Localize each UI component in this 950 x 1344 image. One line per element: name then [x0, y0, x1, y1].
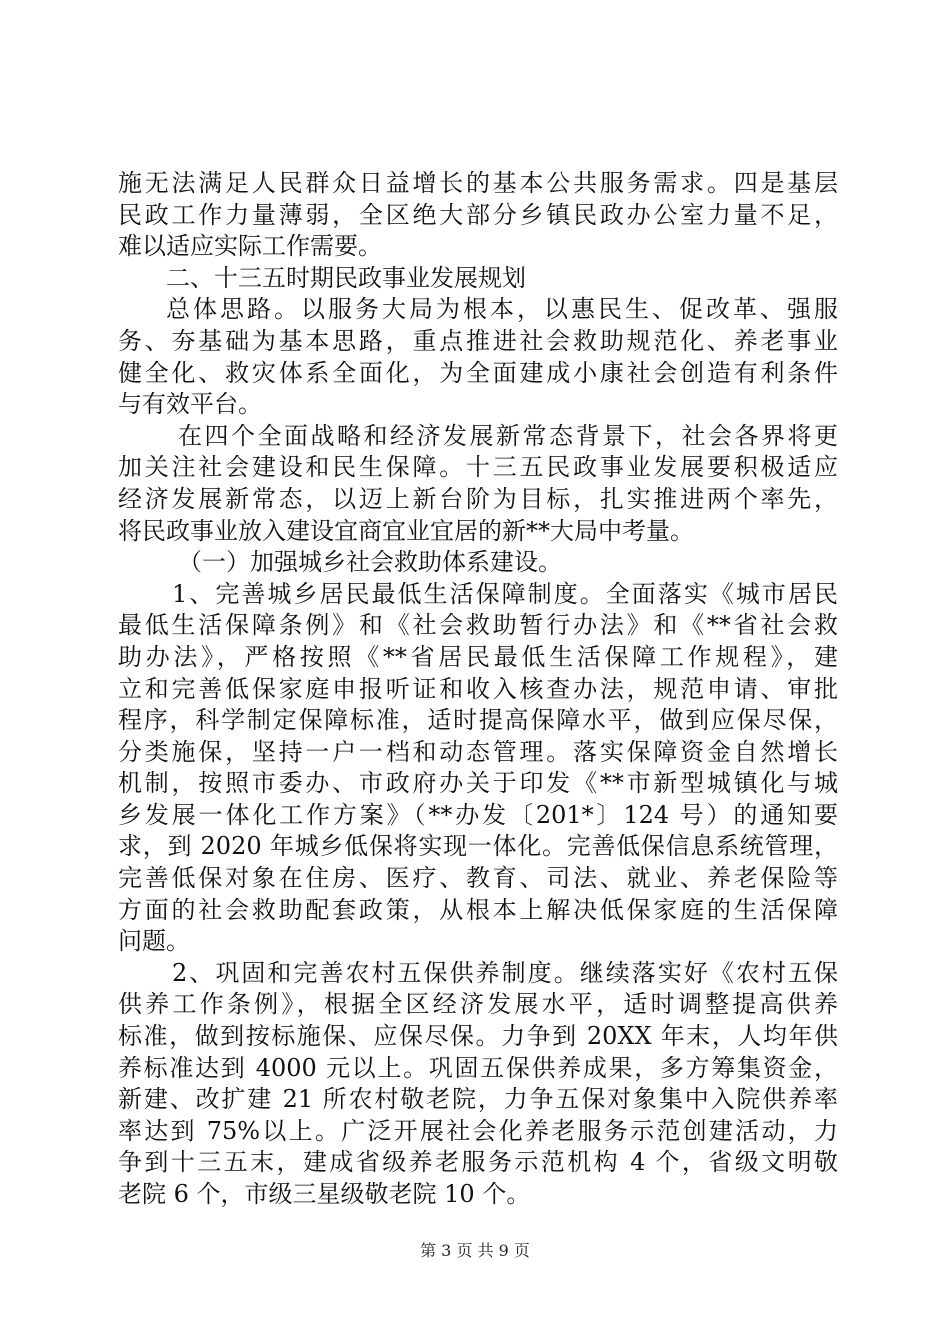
text-line: 将民政事业放入建设宜商宜业宜居的新**大局中考量。	[118, 516, 694, 545]
text-line: 施无法满足人民群众日益增长的基本公共服务需求。四是基层	[118, 169, 838, 197]
text-line: 方面的社会救助配套政策，从根本上解决低保家庭的生活保障	[118, 895, 838, 924]
text-line: 健全化、救灾体系全面化，为全面建成小康社会创造有利条件	[118, 358, 838, 387]
text-line: 最低生活保障条例》和《社会救助暂行办法》和《**省社会救	[118, 611, 838, 640]
text-line: 机制，按照市委办、市政府办关于印发《**市新型城镇化与城	[118, 769, 838, 798]
text-line: 问题。	[118, 927, 190, 956]
page-footer	[0, 1241, 950, 1261]
text-line: 助办法》，严格按照《**省居民最低生活保障工作规程》，建	[118, 642, 838, 671]
text-line: 务、夯基础为基本思路，重点推进社会救助规范化、养老事业	[118, 326, 838, 355]
text-line: 1、完善城乡居民最低生活保障制度。全面落实《城市居民	[172, 579, 838, 608]
text-line: 总体思路。以服务大局为根本，以惠民生、促改革、强服	[166, 295, 838, 324]
text-line: 民政工作力量薄弱，全区绝大部分乡镇民政办公室力量不足，	[118, 200, 838, 229]
text-line: 率达到 75%以上。广泛开展社会化养老服务示范创建活动，力	[118, 1116, 838, 1145]
text-line: 经济发展新常态，以迈上新台阶为目标，扎实推进两个率先，	[118, 484, 838, 513]
text-line: （一）加强城乡社会救助体系建设。	[178, 548, 562, 577]
text-line: 乡发展一体化工作方案》（**办发〔201*〕124 号）的通知要	[118, 800, 838, 829]
text-line: 与有效平台。	[118, 390, 262, 419]
document-body	[118, 168, 838, 1211]
text-line: 2、巩固和完善农村五保供养制度。继续落实好《农村五保	[172, 958, 838, 987]
text-line: 养标准达到 4000 元以上。巩固五保供养成果，多方筹集资金，	[118, 1053, 838, 1082]
text-line: 分类施保，坚持一户一档和动态管理。落实保障资金自然增长	[118, 737, 838, 766]
text-line: 供养工作条例》，根据全区经济发展水平，适时调整提高供养	[118, 990, 838, 1019]
page-number: 第 3 页 共 9 页	[420, 1241, 530, 1260]
text-line: 程序，科学制定保障标准，适时提高保障水平，做到应保尽保，	[118, 706, 838, 735]
text-line: 加关注社会建设和民生保障。十三五民政事业发展要积极适应	[118, 453, 838, 482]
text-line: 完善低保对象在住房、医疗、教育、司法、就业、养老保险等	[118, 864, 838, 893]
text-line: 在四个全面战略和经济发展新常态背景下，社会各界将更	[178, 421, 838, 450]
text-line: 老院 6 个，市级三星级敬老院 10 个。	[118, 1180, 531, 1208]
text-line: 难以适应实际工作需要。	[118, 232, 382, 261]
text-line: 立和完善低保家庭申报听证和收入核查办法，规范申请、审批	[118, 674, 838, 703]
text-line: 新建、改扩建 21 所农村敬老院，力争五保对象集中入院供养率	[118, 1085, 838, 1114]
text-line: 二、十三五时期民政事业发展规划	[166, 263, 526, 292]
text-line: 求，到 2020 年城乡低保将实现一体化。完善低保信息系统管理，	[118, 832, 838, 861]
text-line: 标准，做到按标施保、应保尽保。力争到 20XX 年末，人均年供	[118, 1022, 838, 1051]
text-line: 争到十三五末，建成省级养老服务示范机构 4 个，省级文明敬	[118, 1148, 838, 1177]
